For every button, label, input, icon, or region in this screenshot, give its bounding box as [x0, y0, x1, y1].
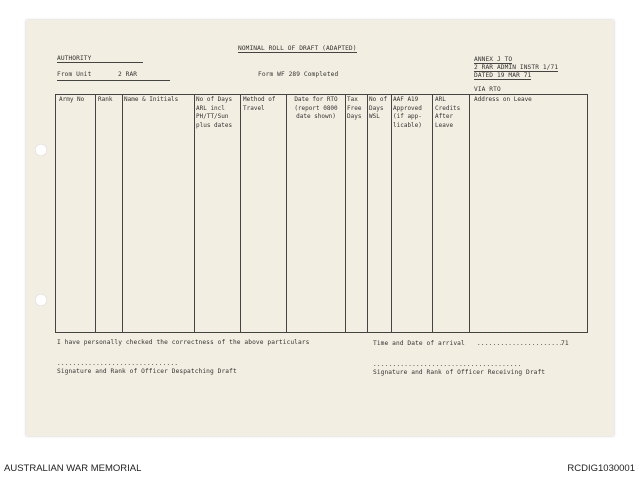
table-bottom-border — [55, 332, 588, 333]
archive-reference: RCDIG1030001 — [567, 463, 635, 474]
column-header-arl-credits: ARL Credits After Leave — [435, 96, 461, 129]
form-note: Form WF 289 Completed — [258, 71, 339, 78]
from-unit-value: 2 RAR — [118, 71, 138, 78]
column-header-days-wsl: No of Days WSL — [369, 96, 388, 121]
signature-line-right: ...................................... — [373, 361, 522, 368]
from-unit-label: From Unit — [57, 71, 92, 78]
signature-label-receiving: Signature and Rank of Officer Receiving Draft — [373, 369, 546, 376]
column-header-date-rto: Date for RTO (report 0800 date shown) — [294, 96, 338, 121]
column-header-army-no: Army No — [59, 96, 85, 103]
annex-line-2: 2 RAR ADMIN INSTR 1/71 — [474, 64, 559, 71]
annex-line-3: DATED 19 MAR 71 — [474, 72, 532, 79]
column-divider — [367, 94, 368, 332]
column-divider — [122, 94, 123, 332]
column-divider — [432, 94, 433, 332]
from-unit-underline — [57, 80, 170, 81]
column-divider — [194, 94, 195, 332]
table-top-border — [55, 94, 588, 95]
punch-hole-top — [35, 144, 47, 156]
column-divider — [240, 94, 241, 332]
signature-label-despatching: Signature and Rank of Officer Despatching Draft — [57, 368, 237, 375]
time-date-dots: ...................... — [477, 340, 564, 347]
via-label: VIA RTO — [474, 86, 501, 93]
column-header-name: Name & Initials — [124, 96, 179, 103]
column-header-days-arl: No of Days ARL incl PH/TT/Sun plus dates — [196, 96, 233, 129]
column-header-address: Address on Leave — [474, 96, 532, 103]
table-left-border — [55, 94, 56, 332]
column-divider — [345, 94, 346, 332]
column-divider — [286, 94, 287, 332]
column-header-aaf-a19: AAF A19 Approved (if app-licable) — [393, 96, 422, 129]
punch-hole-bottom — [35, 294, 47, 306]
certification-statement: I have personally checked the correctness of the above particulars — [57, 339, 310, 346]
column-divider — [95, 94, 96, 332]
column-divider — [469, 94, 470, 332]
table-right-border — [587, 94, 588, 332]
signature-line-left: ............................... — [57, 360, 179, 367]
column-divider — [391, 94, 392, 332]
archive-credit: AUSTRALIAN WAR MEMORIAL — [4, 463, 142, 474]
column-header-rank: Rank — [98, 96, 113, 103]
document-title: NOMINAL ROLL OF DRAFT (ADAPTED) — [238, 45, 357, 52]
annex-line-1: ANNEX J TO — [474, 56, 513, 63]
time-date-label: Time and Date of arrival — [373, 340, 465, 347]
column-header-tax-free: Tax Free Days — [347, 96, 362, 121]
authority-label: AUTHORITY — [57, 55, 143, 63]
year-suffix: 71 — [561, 340, 569, 347]
column-header-method-travel: Method of Travel — [243, 96, 276, 112]
